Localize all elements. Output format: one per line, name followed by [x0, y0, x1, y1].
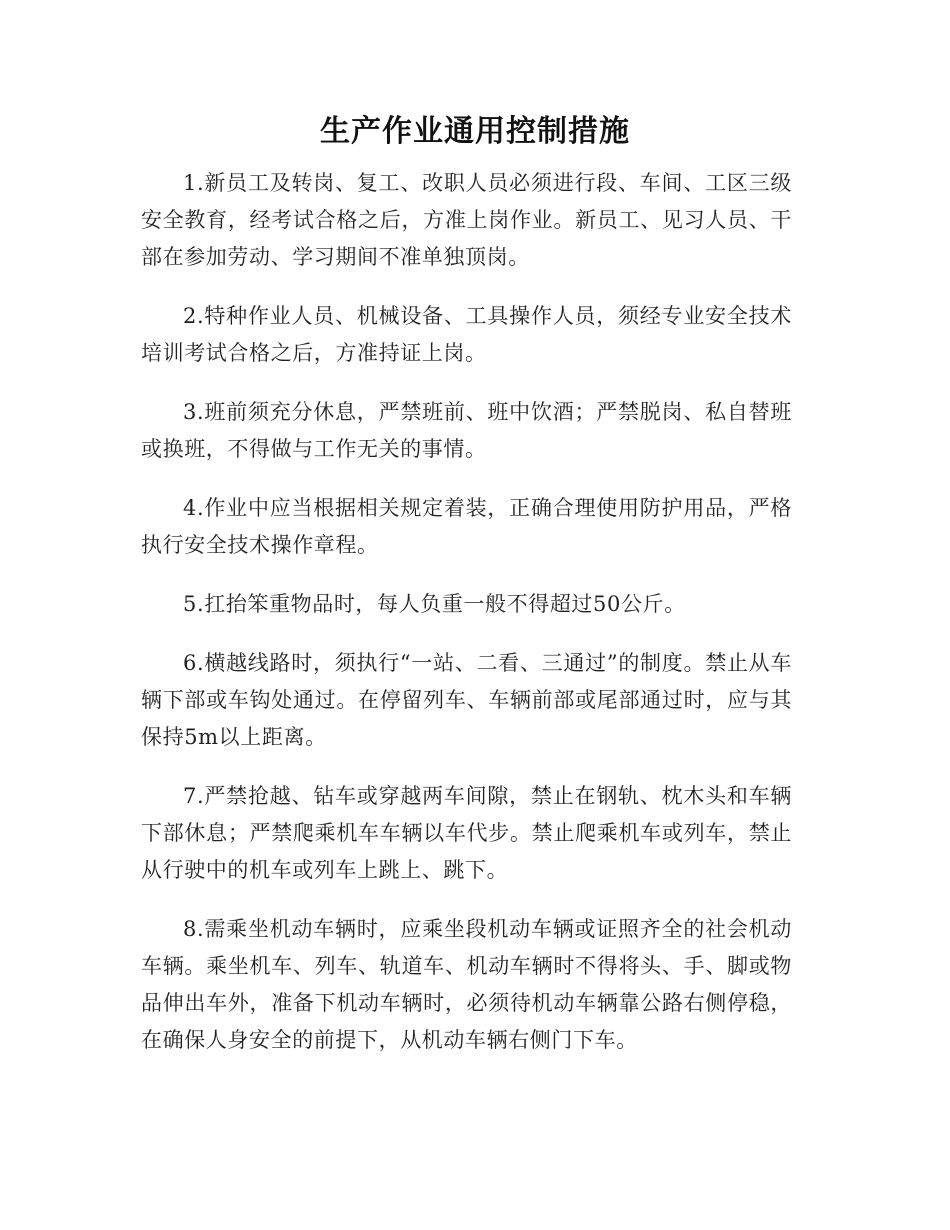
document-body [141, 165, 792, 1081]
paragraph-3: 3.班前须充分休息，严禁班前、班中饮酒；严禁脱岗、私自替班或换班，不得做与工作无关的事情。 [141, 400, 792, 461]
paragraph-6: 6.横越线路时，须执行“一站、二看、三通过”的制度。禁止从车辆下部或车钩处通过。在停留列车、车辆前部或尾部通过时，应与其保持5m以上距离。 [141, 651, 792, 749]
paragraph-1: 1.新员工及转岗、复工、改职人员必须进行段、车间、工区三级安全教育，经考试合格之后，方准上岗作业。新员工、见习人员、干部在参加劳动、学习期间不准单独顶岗。 [141, 171, 792, 269]
document-title: 生产作业通用控制措施 [320, 114, 630, 149]
paragraph-7: 7.严禁抢越、钻车或穿越两车间隙，禁止在钢轨、枕木头和车辆下部休息；严禁爬乘机车车辆以车代步。禁止爬乘机车或列车，禁止从行驶中的机车或列车上跳上、跳下。 [141, 784, 792, 882]
paragraph-2: 2.特种作业人员、机械设备、工具操作人员，须经专业安全技术培训考试合格之后，方准持证上岗。 [141, 304, 792, 365]
paragraph-5: 5.扛抬笨重物品时，每人负重一般不得超过50公斤。 [183, 592, 686, 616]
paragraph-4: 4.作业中应当根据相关规定着装，正确合理使用防护用品，严格执行安全技术操作章程。 [141, 496, 792, 557]
paragraph-8: 8.需乘坐机动车辆时，应乘坐段机动车辆或证照齐全的社会机动车辆。乘坐机车、列车、轨道车、机动车辆时不得将头、手、脚或物品伸出车外，准备下机动车辆时，必须待机动车辆靠公路右侧停稳，在确保人身安全的前提下，从机动车辆右侧门下车。 [141, 917, 792, 1052]
